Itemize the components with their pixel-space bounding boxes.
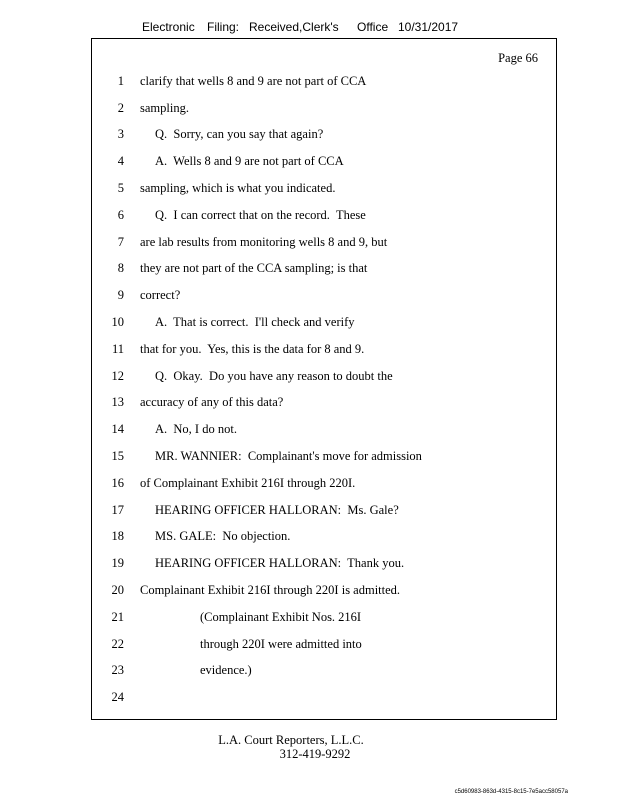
- line-number: 11: [111, 342, 124, 356]
- line-number: 21: [111, 610, 124, 624]
- header-received: Received,Clerk's: [249, 20, 339, 34]
- line-number: 23: [111, 663, 124, 677]
- line-text: sampling.: [140, 101, 189, 115]
- reporter-company: L.A. Court Reporters, L.L.C.: [218, 733, 364, 747]
- line-text: Q. Sorry, can you say that again?: [155, 127, 324, 141]
- transcript-line: [92, 101, 556, 121]
- transcript-line: [92, 395, 556, 415]
- line-number: 20: [111, 583, 124, 597]
- transcript-line: [92, 154, 556, 174]
- line-text: clarify that wells 8 and 9 are not part of CCA: [140, 74, 367, 88]
- line-text: MS. GALE: No objection.: [155, 529, 291, 543]
- header-electronic: Electronic: [142, 20, 195, 34]
- header-date: 10/31/2017: [398, 20, 459, 34]
- transcript-line: [92, 583, 556, 603]
- page-number: Page 66: [498, 51, 538, 65]
- line-number: 4: [117, 154, 124, 168]
- line-text: sampling, which is what you indicated.: [140, 181, 336, 195]
- transcript-line: [92, 663, 556, 683]
- header-office: Office: [357, 20, 389, 34]
- line-text: A. That is correct. I'll check and verify: [155, 315, 355, 329]
- transcript-line: [92, 503, 556, 523]
- line-text: accuracy of any of this data?: [140, 395, 284, 409]
- line-text: HEARING OFFICER HALLORAN: Thank you.: [155, 556, 405, 570]
- line-number: 24: [111, 690, 124, 704]
- transcript-line: [92, 637, 556, 657]
- line-text: Complainant Exhibit 216I through 220I is admitted.: [140, 583, 401, 597]
- line-number: 12: [111, 369, 124, 383]
- transcript-line: [92, 449, 556, 469]
- transcript-line: [92, 476, 556, 496]
- line-text: HEARING OFFICER HALLORAN: Ms. Gale?: [155, 503, 399, 517]
- line-text: Q. I can correct that on the record. These: [155, 208, 366, 222]
- line-number: 8: [117, 261, 124, 275]
- header-filing: Filing:: [207, 20, 240, 34]
- transcript-line: [92, 556, 556, 576]
- line-number: 16: [111, 476, 124, 490]
- line-number: 5: [117, 181, 124, 195]
- transcript-page: [91, 38, 557, 720]
- transcript-line: [92, 261, 556, 281]
- transcript-line: [92, 315, 556, 335]
- line-text: that for you. Yes, this is the data for 8 and 9.: [140, 342, 365, 356]
- transcript-line: [92, 127, 556, 147]
- line-text: A. No, I do not.: [155, 422, 237, 436]
- transcript-line: [92, 529, 556, 549]
- line-number: 9: [117, 288, 124, 302]
- line-text: they are not part of the CCA sampling; is that: [140, 261, 368, 275]
- line-number: 1: [117, 74, 124, 88]
- transcript-line: [92, 74, 556, 94]
- transcript-line: [92, 422, 556, 442]
- transcript-line: [92, 181, 556, 201]
- transcript-line: [92, 288, 556, 308]
- line-text: evidence.): [200, 663, 252, 677]
- line-number: 6: [117, 208, 124, 222]
- line-text: are lab results from monitoring wells 8 and 9, but: [140, 235, 388, 249]
- line-number: 13: [111, 395, 124, 409]
- transcript-line: [92, 369, 556, 389]
- line-number: 10: [111, 315, 124, 329]
- reporter-phone: 312-419-9292: [279, 747, 351, 761]
- transcript-line: [92, 610, 556, 630]
- line-number: 15: [111, 449, 124, 463]
- line-text: correct?: [140, 288, 181, 302]
- line-text: (Complainant Exhibit Nos. 216I: [200, 610, 362, 624]
- line-number: 7: [117, 235, 124, 249]
- line-number: 14: [111, 422, 124, 436]
- line-number: 22: [111, 637, 124, 651]
- line-text: MR. WANNIER: Complainant's move for admission: [155, 449, 422, 463]
- document-id: c5d60983-863d-4315-8c15-7e5acc58057a: [454, 789, 568, 795]
- line-number: 18: [111, 529, 124, 543]
- line-text: Q. Okay. Do you have any reason to doubt the: [155, 369, 393, 383]
- filing-header: [0, 20, 618, 36]
- line-text: of Complainant Exhibit 216I through 220I.: [140, 476, 356, 490]
- line-number: 17: [111, 503, 124, 517]
- line-text: through 220I were admitted into: [200, 637, 362, 651]
- transcript-line: [92, 208, 556, 228]
- line-number: 2: [117, 101, 124, 115]
- transcript-line: [92, 235, 556, 255]
- line-text: A. Wells 8 and 9 are not part of CCA: [155, 154, 344, 168]
- transcript-line: [92, 342, 556, 362]
- line-number: 19: [111, 556, 124, 570]
- line-number: 3: [117, 127, 124, 141]
- transcript-line: [92, 690, 556, 710]
